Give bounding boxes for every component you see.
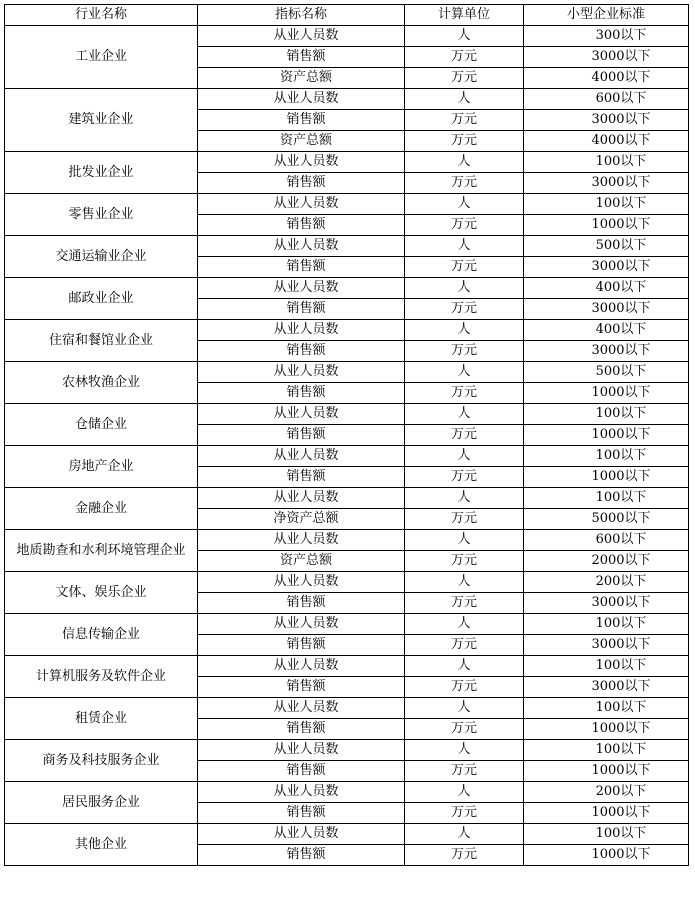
table-row [5,362,689,383]
metric-cell: 销售额 [198,341,405,362]
metric-cell: 从业人员数 [198,530,405,551]
table-row [5,740,689,761]
standard-cell: 400以下 [524,278,689,299]
table-row [5,530,689,551]
table-row [5,824,689,845]
standard-cell: 100以下 [524,824,689,845]
unit-cell: 人 [405,824,524,845]
table-row [5,656,689,677]
metric-cell: 销售额 [198,110,405,131]
standard-cell: 2000以下 [524,551,689,572]
standard-cell: 400以下 [524,320,689,341]
unit-cell: 万元 [405,509,524,530]
metric-cell: 销售额 [198,173,405,194]
industry-name-cell: 商务及科技服务企业 [5,740,198,782]
metric-cell: 从业人员数 [198,236,405,257]
unit-cell: 万元 [405,257,524,278]
table-row [5,278,689,299]
metric-cell: 销售额 [198,803,405,824]
industry-name-cell: 其他企业 [5,824,198,866]
metric-cell: 从业人员数 [198,26,405,47]
metric-cell: 从业人员数 [198,194,405,215]
table-body [5,26,689,866]
header-unit: 计算单位 [405,5,524,26]
unit-cell: 人 [405,698,524,719]
unit-cell: 万元 [405,719,524,740]
standard-cell: 3000以下 [524,593,689,614]
standard-cell: 500以下 [524,362,689,383]
metric-cell: 从业人员数 [198,446,405,467]
standard-cell: 300以下 [524,26,689,47]
industry-name-cell: 建筑业企业 [5,89,198,152]
unit-cell: 万元 [405,110,524,131]
table-row [5,488,689,509]
standard-cell: 3000以下 [524,173,689,194]
standard-cell: 4000以下 [524,68,689,89]
industry-name-cell: 仓储企业 [5,404,198,446]
standard-cell: 100以下 [524,698,689,719]
metric-cell: 净资产总额 [198,509,405,530]
unit-cell: 万元 [405,299,524,320]
industry-name-cell: 金融企业 [5,488,198,530]
industry-name-cell: 住宿和餐馆业企业 [5,320,198,362]
metric-cell: 资产总额 [198,131,405,152]
metric-cell: 销售额 [198,299,405,320]
metric-cell: 销售额 [198,383,405,404]
unit-cell: 万元 [405,383,524,404]
unit-cell: 万元 [405,845,524,866]
metric-cell: 从业人员数 [198,152,405,173]
unit-cell: 万元 [405,635,524,656]
unit-cell: 人 [405,89,524,110]
metric-cell: 销售额 [198,257,405,278]
unit-cell: 万元 [405,803,524,824]
industry-name-cell: 工业企业 [5,26,198,89]
table-row [5,572,689,593]
industry-name-cell: 批发业企业 [5,152,198,194]
unit-cell: 人 [405,152,524,173]
standard-cell: 500以下 [524,236,689,257]
industry-name-cell: 信息传输企业 [5,614,198,656]
unit-cell: 人 [405,614,524,635]
unit-cell: 人 [405,446,524,467]
standard-cell: 5000以下 [524,509,689,530]
standard-cell: 3000以下 [524,110,689,131]
standard-cell: 100以下 [524,740,689,761]
table-row [5,614,689,635]
table-row [5,446,689,467]
unit-cell: 人 [405,572,524,593]
header-metric: 指标名称 [198,5,405,26]
unit-cell: 人 [405,278,524,299]
metric-cell: 销售额 [198,761,405,782]
metric-cell: 销售额 [198,593,405,614]
metric-cell: 从业人员数 [198,362,405,383]
industry-name-cell: 邮政业企业 [5,278,198,320]
table-row [5,26,689,47]
unit-cell: 万元 [405,761,524,782]
metric-cell: 销售额 [198,215,405,236]
header-row [5,5,689,26]
standard-cell: 3000以下 [524,677,689,698]
standard-cell: 3000以下 [524,257,689,278]
metric-cell: 销售额 [198,467,405,488]
metric-cell: 从业人员数 [198,89,405,110]
unit-cell: 万元 [405,173,524,194]
standard-cell: 600以下 [524,89,689,110]
unit-cell: 人 [405,236,524,257]
industry-name-cell: 地质勘查和水利环境管理企业 [5,530,198,572]
metric-cell: 从业人员数 [198,572,405,593]
standard-cell: 1000以下 [524,761,689,782]
metric-cell: 销售额 [198,47,405,68]
metric-cell: 从业人员数 [198,278,405,299]
table-row [5,194,689,215]
metric-cell: 从业人员数 [198,740,405,761]
standard-cell: 3000以下 [524,635,689,656]
header-industry: 行业名称 [5,5,198,26]
metric-cell: 销售额 [198,677,405,698]
unit-cell: 人 [405,740,524,761]
standard-cell: 1000以下 [524,719,689,740]
unit-cell: 人 [405,488,524,509]
industry-name-cell: 交通运输业企业 [5,236,198,278]
metric-cell: 从业人员数 [198,488,405,509]
metric-cell: 销售额 [198,719,405,740]
standard-cell: 600以下 [524,530,689,551]
table-row [5,404,689,425]
metric-cell: 销售额 [198,425,405,446]
standard-cell: 3000以下 [524,299,689,320]
standard-cell: 1000以下 [524,425,689,446]
unit-cell: 人 [405,782,524,803]
industry-name-cell: 房地产企业 [5,446,198,488]
standard-cell: 1000以下 [524,803,689,824]
industry-name-cell: 居民服务企业 [5,782,198,824]
unit-cell: 万元 [405,593,524,614]
header-standard: 小型企业标准 [524,5,689,26]
metric-cell: 从业人员数 [198,698,405,719]
unit-cell: 人 [405,362,524,383]
metric-cell: 从业人员数 [198,614,405,635]
unit-cell: 万元 [405,68,524,89]
unit-cell: 万元 [405,47,524,68]
table-row [5,698,689,719]
industry-name-cell: 计算机服务及软件企业 [5,656,198,698]
standard-cell: 1000以下 [524,467,689,488]
unit-cell: 万元 [405,425,524,446]
unit-cell: 人 [405,26,524,47]
metric-cell: 从业人员数 [198,320,405,341]
standard-cell: 4000以下 [524,131,689,152]
unit-cell: 人 [405,194,524,215]
unit-cell: 人 [405,404,524,425]
standard-cell: 100以下 [524,152,689,173]
metric-cell: 从业人员数 [198,824,405,845]
unit-cell: 万元 [405,677,524,698]
standard-cell: 100以下 [524,614,689,635]
standard-cell: 200以下 [524,782,689,803]
standard-cell: 100以下 [524,656,689,677]
standard-cell: 1000以下 [524,215,689,236]
table-row [5,782,689,803]
metric-cell: 从业人员数 [198,782,405,803]
standard-cell: 100以下 [524,446,689,467]
unit-cell: 万元 [405,215,524,236]
metric-cell: 资产总额 [198,551,405,572]
unit-cell: 万元 [405,551,524,572]
standard-cell: 3000以下 [524,47,689,68]
table-row [5,152,689,173]
industry-name-cell: 零售业企业 [5,194,198,236]
standard-cell: 1000以下 [524,383,689,404]
table-row [5,236,689,257]
unit-cell: 人 [405,530,524,551]
metric-cell: 销售额 [198,845,405,866]
table-row [5,89,689,110]
standard-cell: 3000以下 [524,341,689,362]
small-enterprise-standards-table [4,4,689,866]
table-row [5,320,689,341]
standard-cell: 1000以下 [524,845,689,866]
unit-cell: 人 [405,656,524,677]
standard-cell: 100以下 [524,404,689,425]
unit-cell: 万元 [405,341,524,362]
unit-cell: 万元 [405,131,524,152]
standard-cell: 100以下 [524,488,689,509]
unit-cell: 万元 [405,467,524,488]
metric-cell: 从业人员数 [198,404,405,425]
industry-name-cell: 租赁企业 [5,698,198,740]
unit-cell: 人 [405,320,524,341]
industry-name-cell: 农林牧渔企业 [5,362,198,404]
metric-cell: 从业人员数 [198,656,405,677]
standard-cell: 200以下 [524,572,689,593]
metric-cell: 销售额 [198,635,405,656]
industry-name-cell: 文体、娱乐企业 [5,572,198,614]
standard-cell: 100以下 [524,194,689,215]
metric-cell: 资产总额 [198,68,405,89]
